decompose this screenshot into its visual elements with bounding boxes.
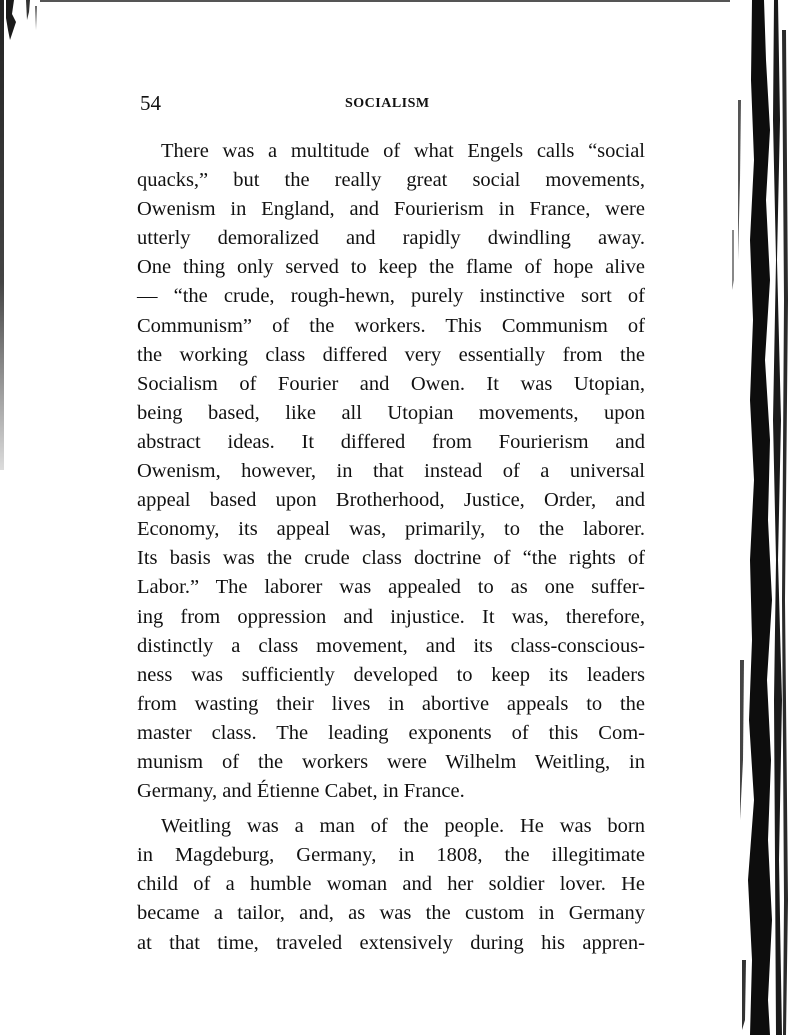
text-line: utterly demoralized and rapidly dwindling away.: [137, 227, 645, 250]
scan-right-edge-shadow: [730, 0, 790, 1035]
text-line: in Magdeburg, Germany, in 1808, the illegitimate: [137, 844, 645, 867]
text-line: — “the crude, rough-hewn, purely instinctive sort of: [137, 285, 645, 308]
text-line: Socialism of Fourier and Owen. It was Utopian,: [137, 372, 645, 395]
text-line: child of a humble woman and her soldier lover. He: [137, 873, 645, 896]
text-line: ing from oppression and injustice. It was, therefore,: [137, 605, 645, 628]
text-line: Its basis was the crude class doctrine of “the rights of: [137, 547, 645, 570]
scan-top-edge-line: [40, 0, 740, 2]
text-line: Weitling was a man of the people. He was born: [161, 815, 645, 838]
text-line: There was a multitude of what Engels calls “social: [161, 140, 645, 162]
text-line: the working class differed very essentially from the: [137, 343, 645, 366]
text-line: at that time, traveled extensively during his appren-: [137, 931, 645, 954]
text-line: Communism” of the workers. This Communism of: [137, 314, 645, 337]
text-line: Germany, and Étienne Cabet, in France.: [137, 780, 465, 803]
text-line: Labor.” The laborer was appealed to as one suffer-: [137, 576, 645, 599]
text-line: distinctly a class movement, and its class-conscious-: [137, 634, 645, 657]
scan-left-edge-mark: [0, 0, 4, 470]
text-line: Owenism, however, in that instead of a universal: [137, 460, 645, 483]
paragraph: [137, 812, 645, 957]
body-text: [137, 137, 645, 958]
text-line: Economy, its appeal was, primarily, to the laborer.: [137, 518, 645, 541]
text-line: master class. The leading exponents of this Com-: [137, 721, 645, 744]
text-line: from wasting their lives in abortive appeals to the: [137, 692, 645, 715]
text-line: Owenism in England, and Fourierism in France, were: [137, 198, 645, 221]
text-line: quacks,” but the really great social movements,: [137, 169, 645, 192]
page-number: 54: [140, 91, 161, 115]
text-line: became a tailor, and, as was the custom in Germany: [137, 902, 645, 925]
scan-corner-mark: [4, 0, 40, 42]
paragraph: [137, 137, 645, 806]
text-line: munism of the workers were Wilhelm Weitling, in: [137, 750, 645, 773]
text-line: One thing only served to keep the flame of hope alive: [137, 256, 645, 279]
text-line: appeal based upon Brotherhood, Justice, Order, and: [137, 489, 645, 512]
running-title: SOCIALISM: [345, 96, 430, 111]
text-line: being based, like all Utopian movements, upon: [137, 401, 645, 424]
text-line: abstract ideas. It differed from Fourierism and: [137, 430, 645, 453]
text-line: ness was sufficiently developed to keep its leaders: [137, 663, 645, 686]
